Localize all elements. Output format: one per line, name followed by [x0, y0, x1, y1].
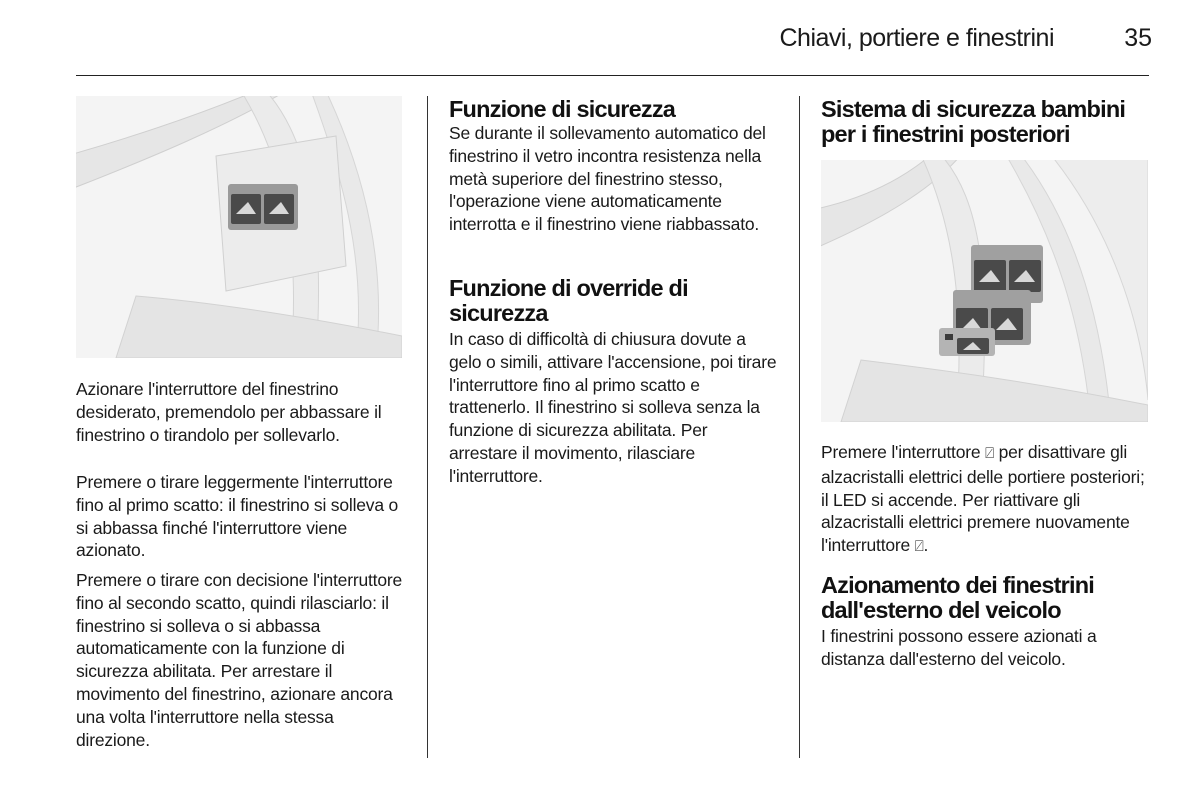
rear-window-switch-drawing — [821, 160, 1148, 422]
col3-paragraph-1 — [821, 441, 1151, 559]
col1-paragraph-1: Azionare l'interruttore del finestrino desiderato, premendolo per abbassare il finestrino o tirandolo per sollevarlo. — [76, 379, 382, 445]
heading-safety-function: Funzione di sicurezza — [449, 96, 676, 122]
col2-paragraph-1: Se durante il sollevamento automatico del finestrino il vetro incontra resistenza nella metà superiore del finestrino stesso, l'operazione viene automaticamente interrotta e il finestrino viene riabbassato. — [449, 123, 766, 235]
column-divider-right — [799, 96, 800, 758]
door-panel-drawing — [76, 96, 402, 358]
window-switch-illustration — [76, 96, 402, 358]
child-lock-text-c: . — [923, 535, 929, 556]
child-lock-text-a: Premere l'interruttore — [821, 442, 981, 462]
child-lock-icon: ⍁ — [985, 445, 994, 462]
col3-paragraph-2: I finestrini possono essere azionati a distanza dall'esterno del veicolo. — [821, 626, 1097, 669]
header-rule — [76, 75, 1149, 76]
heading-child-safety-system: Sistema di sicurezza bambini per i finestrini posteriori — [821, 96, 1126, 147]
col2-paragraph-2: In caso di difficoltà di chiusura dovute a gelo o simili, attivare l'accensione, poi tirare l'interruttore fino al primo scatto e trattenerlo. Il finestrino si solleva senza la funzione di sicurezza abilitata. Per arrestare il movimento, rilasciare l'interruttore. — [449, 329, 777, 486]
section-title: Chiavi, portiere e finestrini — [779, 24, 1054, 52]
column-divider-left — [427, 96, 428, 758]
child-lock-switch-illustration — [821, 160, 1148, 422]
col1-paragraph-3: Premere o tirare con decisione l'interruttore fino al secondo scatto, quindi rilasciarlo: il finestrino si solleva o si abbassa automaticamente con la funzione di sicurezza abilitata. Per arrestare il movimento del finestrino, azionare ancora una volta l'interruttore nella stessa direzione. — [76, 570, 403, 750]
heading-safety-override: Funzione di override di sicurezza — [449, 275, 688, 326]
child-lock-text-b: per disattivare gli alzacristalli elettrici delle portiere posteriori; il LED si accende. Per riattivare gli alzacristalli elettrici premere nuovamente l'interruttore — [821, 442, 1145, 556]
heading-remote-window-operation: Azionamento dei finestrini dall'esterno del veicolo — [821, 572, 1094, 623]
col1-paragraph-2: Premere o tirare leggermente l'interruttore fino al primo scatto: il finestrino si solleva o si abbassa finché l'interruttore viene azionato. — [76, 472, 399, 561]
window-switch-pair — [228, 184, 298, 230]
page-number: 35 — [1124, 24, 1152, 52]
child-lock-icon: ⍁ — [914, 538, 924, 556]
